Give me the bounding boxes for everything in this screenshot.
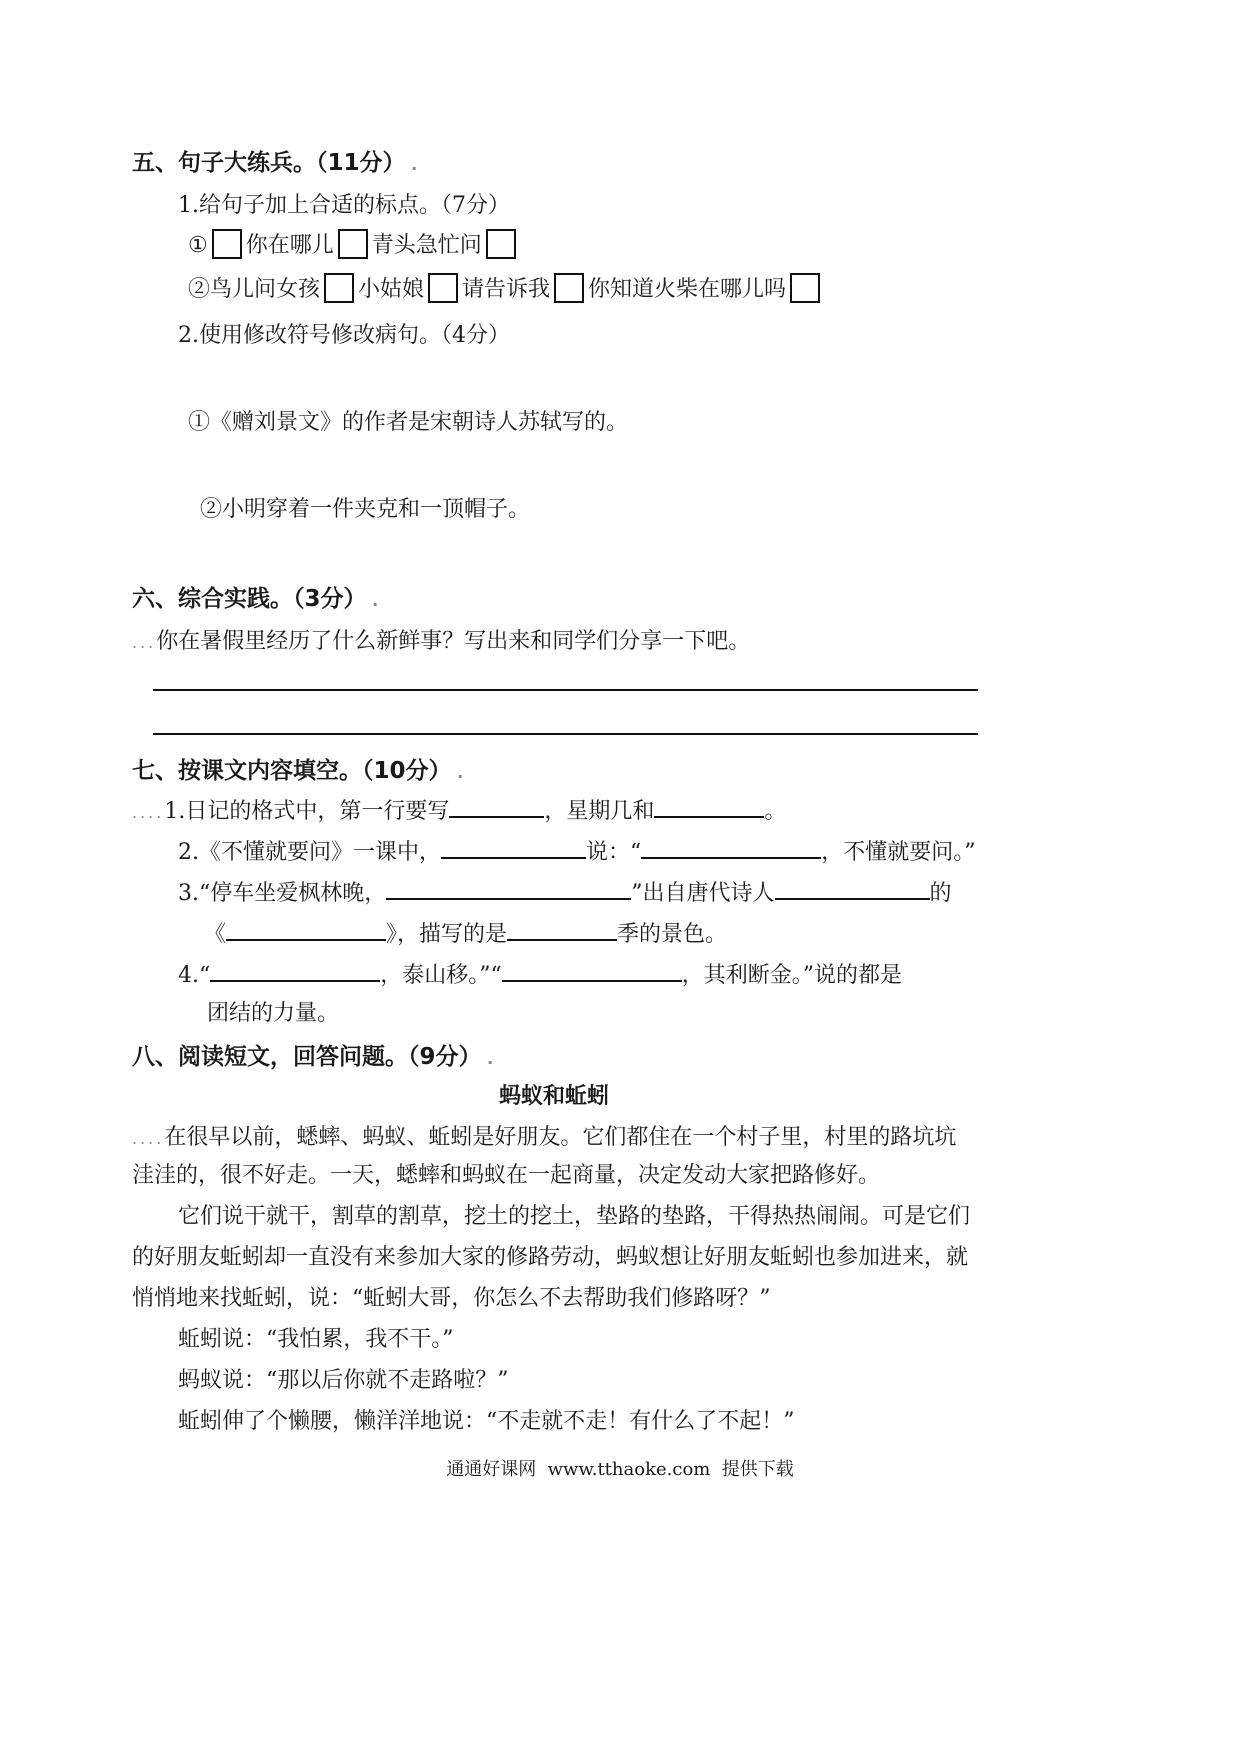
- punct-box[interactable]: [486, 229, 516, 259]
- section7-heading: 七、按课文内容填空。（10分） .: [132, 758, 464, 784]
- section6-prompt: ...你在暑假里经历了什么新鲜事？写出来和同学们分享一下吧。: [132, 629, 751, 654]
- section5-q1-sentence2: ②鸟儿问女孩 小姑娘 请告诉我 你知道火柴在哪儿吗: [188, 272, 824, 305]
- fill-blank[interactable]: [507, 917, 617, 941]
- passage-line: 的好朋友蚯蚓却一直没有来参加大家的修路劳动，蚂蚁想让好朋友蚯蚓也参加进来，就: [132, 1245, 969, 1270]
- punct-box[interactable]: [554, 273, 584, 303]
- passage-title: 蚂蚁和蚯蚓: [499, 1084, 610, 1109]
- passage-line: 洼洼的，很不好走。一天，蟋蟀和蚂蚁在一起商量，决定发动大家把路修好。: [132, 1163, 881, 1188]
- section6-heading: 六、综合实践。（3分） .: [132, 586, 379, 612]
- fill-blank[interactable]: [641, 835, 821, 859]
- answer-line[interactable]: [153, 689, 978, 691]
- answer-line[interactable]: [153, 733, 978, 735]
- section5-q1-sentence1: ① 你在哪儿 青头急忙问: [188, 228, 520, 261]
- passage-line: 悄悄地来找蚯蚓，说：“蚯蚓大哥，你怎么不去帮助我们修路呀？”: [132, 1286, 771, 1311]
- section7-line2: 2.《不懂就要问》一课中， 说：“ ，不懂就要问。”: [178, 835, 976, 866]
- section8-heading: 八、阅读短文，回答问题。（9分） .: [132, 1044, 494, 1070]
- punct-box[interactable]: [790, 273, 820, 303]
- punct-box[interactable]: [212, 229, 242, 259]
- punct-box[interactable]: [338, 229, 368, 259]
- passage-line: 蚯蚓伸了个懒腰，懒洋洋地说：“不走就不走！有什么了不起！”: [178, 1409, 795, 1434]
- punct-box[interactable]: [324, 273, 354, 303]
- punct-box[interactable]: [428, 273, 458, 303]
- passage-line: ....在很早以前，蟋蟀、蚂蚁、蚯蚓是好朋友。它们都住在一个村子里，村里的路坑坑: [132, 1125, 957, 1150]
- page-footer: 通通好课网 www.tthaoke.com 提供下载: [446, 1459, 794, 1480]
- fill-blank[interactable]: [449, 794, 544, 818]
- section7-line5: 4.“ ，泰山移。”“ ，其利断金。”说的都是: [178, 958, 902, 989]
- passage-line: 蚂蚁说：“那以后你就不走路啦？”: [178, 1368, 509, 1393]
- fill-blank[interactable]: [210, 958, 380, 982]
- section5-q1-label: 1.给句子加上合适的标点。（7分）: [178, 193, 510, 218]
- passage-line: 蚯蚓说：“我怕累，我不干。”: [178, 1327, 454, 1352]
- passage-line: 它们说干就干，割草的割草，挖土的挖土，垫路的垫路，干得热热闹闹。可是它们: [178, 1204, 971, 1229]
- section5-q2-sentence1: ①《赠刘景文》的作者是宋朝诗人苏轼写的。: [188, 410, 629, 435]
- fill-blank[interactable]: [502, 958, 682, 982]
- section5-q2-sentence2: ②小明穿着一件夹克和一顶帽子。: [200, 497, 531, 522]
- section7-line3: 3.“停车坐爱枫林晚， ”出自唐代诗人 的: [178, 876, 952, 907]
- fill-blank[interactable]: [226, 917, 386, 941]
- section5-q2-label: 2.使用修改符号修改病句。（4分）: [178, 323, 510, 348]
- fill-blank[interactable]: [441, 835, 586, 859]
- fill-blank[interactable]: [775, 876, 930, 900]
- section7-line4: 《 》，描写的是 季的景色。: [204, 917, 727, 948]
- section7-line1: ....1.日记的格式中，第一行要写 ，星期几和 。: [132, 794, 786, 825]
- section5-heading: 五、句子大练兵。（11分） .: [132, 150, 418, 176]
- fill-blank[interactable]: [654, 794, 764, 818]
- section7-line6: 团结的力量。: [207, 1001, 340, 1026]
- fill-blank[interactable]: [386, 876, 631, 900]
